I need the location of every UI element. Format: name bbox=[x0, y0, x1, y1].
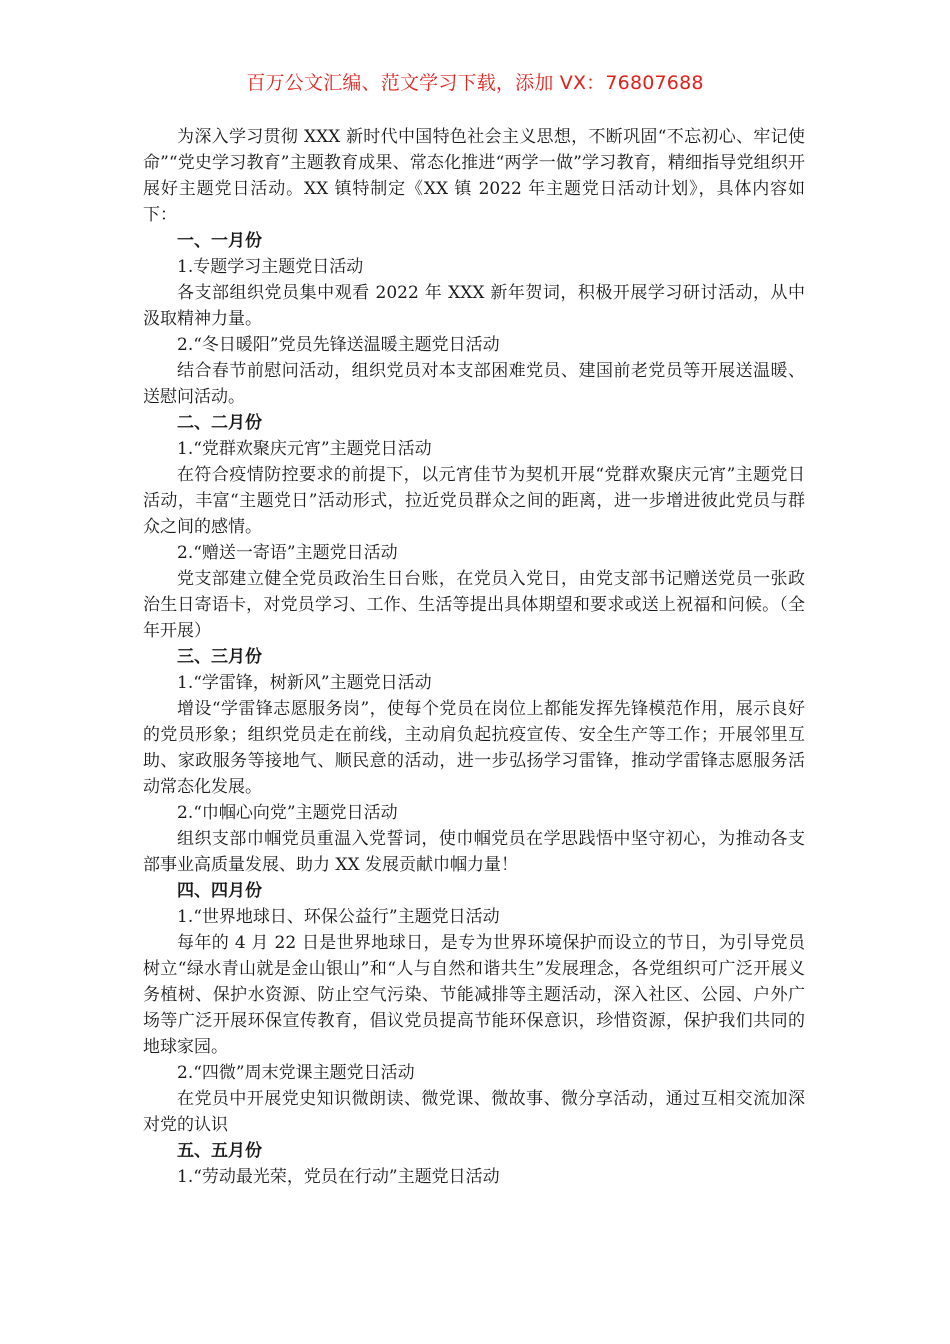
section-heading-may: 五、五月份 bbox=[177, 1141, 262, 1161]
activity-title: 1.“党群欢聚庆元宵”主题党日活动 bbox=[177, 439, 432, 459]
activity-title: 2.“四微”周末党课主题党日活动 bbox=[177, 1063, 415, 1083]
document-body bbox=[143, 124, 805, 1190]
activity-body: 在符合疫情防控要求的前提下，以元宵佳节为契机开展“党群欢聚庆元宵”主题党日活动，丰富“主题党日”活动形式，拉近党员群众之间的距离，进一步增进彼此党员与群众之间的感情。 bbox=[143, 465, 805, 537]
intro-paragraph: 为深入学习贯彻 XXX 新时代中国特色社会主义思想，不断巩固“不忘初心、牢记使命”“党史学习教育”主题教育成果、常态化推进“两学一做”学习教育，精细指导党组织开展好主题党日活动。XX 镇特制定《XX 镇 2022 年主题党日活动计划》，具体内容如下： bbox=[143, 127, 805, 225]
activity-title: 1.“劳动最光荣，党员在行动”主题党日活动 bbox=[177, 1167, 500, 1187]
activity-body: 各支部组织党员集中观看 2022 年 XXX 新年贺词，积极开展学习研讨活动，从中汲取精神力量。 bbox=[143, 283, 805, 329]
activity-title: 1.“世界地球日、环保公益行”主题党日活动 bbox=[177, 907, 500, 927]
section-heading-february: 二、二月份 bbox=[177, 413, 262, 433]
section-heading-april: 四、四月份 bbox=[177, 881, 262, 901]
activity-body: 党支部建立健全党员政治生日台账，在党员入党日，由党支部书记赠送党员一张政治生日寄语卡，对党员学习、工作、生活等提出具体期望和要求或送上祝福和问候。（全年开展） bbox=[143, 569, 805, 641]
activity-body: 在党员中开展党史知识微朗读、微党课、微故事、微分享活动，通过互相交流加深对党的认识 bbox=[143, 1089, 805, 1135]
activity-title: 2.“巾帼心向党”主题党日活动 bbox=[177, 803, 398, 823]
activity-body: 每年的 4 月 22 日是世界地球日，是专为世界环境保护而设立的节日，为引导党员树立“绿水青山就是金山银山”和“人与自然和谐共生”发展理念，各党组织可广泛开展义务植树、保护水资源、防止空气污染、节能减排等主题活动，深入社区、公园、户外广场等广泛开展环保宣传教育，倡议党员提高节能环保意识，珍惜资源，保护我们共同的地球家园。 bbox=[143, 933, 805, 1057]
activity-body: 结合春节前慰问活动，组织党员对本支部困难党员、建国前老党员等开展送温暖、送慰问活动。 bbox=[143, 361, 805, 407]
activity-title: 2.“赠送一寄语”主题党日活动 bbox=[177, 543, 398, 563]
activity-body: 增设“学雷锋志愿服务岗”，使每个党员在岗位上都能发挥先锋模范作用，展示良好的党员形象；组织党员走在前线，主动肩负起抗疫宣传、安全生产等工作；开展邻里互助、家政服务等接地气、顺民意的活动，进一步弘扬学习雷锋，推动学雷锋志愿服务活动常态化发展。 bbox=[143, 699, 805, 797]
activity-body: 组织支部巾帼党员重温入党誓词，使巾帼党员在学思践悟中坚守初心，为推动各支部事业高质量发展、助力 XX 发展贡献巾帼力量！ bbox=[143, 829, 805, 875]
section-heading-january: 一、一月份 bbox=[177, 231, 262, 251]
section-heading-march: 三、三月份 bbox=[177, 647, 262, 667]
activity-title: 1.“学雷锋，树新风”主题党日活动 bbox=[177, 673, 432, 693]
activity-title: 2.“冬日暖阳”党员先锋送温暖主题党日活动 bbox=[177, 335, 500, 355]
activity-title: 1.专题学习主题党日活动 bbox=[177, 257, 364, 277]
watermark-banner: 百万公文汇编、范文学习下载，添加 VX：76807688 bbox=[246, 72, 704, 94]
